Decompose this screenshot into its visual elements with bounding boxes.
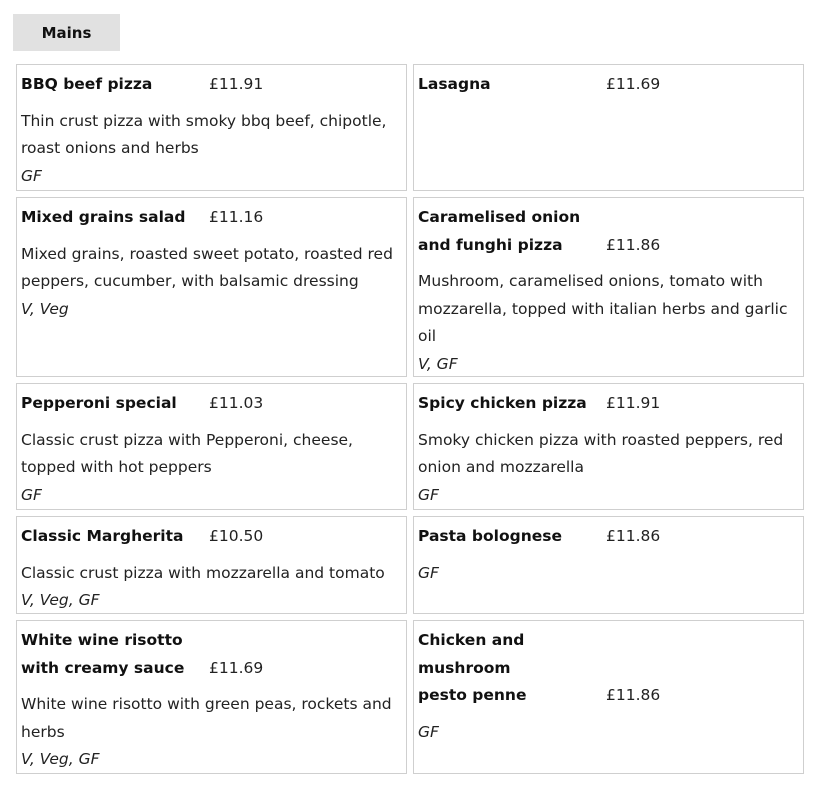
menu-item-name: Mixed grains salad [21, 208, 186, 226]
menu-item-card[interactable] [413, 64, 804, 191]
menu-item-description: Smoky chicken pizza with roasted peppers, red onion and mozzarella [418, 430, 784, 476]
menu-item-card[interactable] [16, 197, 407, 377]
menu-item-card[interactable] [16, 516, 407, 614]
menu-item-card[interactable] [16, 620, 407, 774]
menu-item-price: £11.86 [606, 527, 661, 545]
menu-item-price: £10.50 [209, 527, 264, 545]
menu-item-price: £11.16 [209, 208, 264, 226]
menu-item-dietary: GF [21, 166, 42, 185]
menu-item-dietary: GF [418, 485, 439, 504]
menu-item-dietary: V, Veg [21, 299, 69, 318]
menu-item-description: Classic crust pizza with Pepperoni, cheese, topped with hot peppers [21, 430, 353, 476]
menu-item-description: Thin crust pizza with smoky bbq beef, chipotle, roast onions and herbs [21, 111, 387, 157]
menu-item-description: Mushroom, caramelised onions, tomato with mozzarella, topped with italian herbs and garlic oil [418, 272, 788, 345]
menu-item-description: Mixed grains, roasted sweet potato, roasted red peppers, cucumber, with balsamic dressing [21, 244, 393, 290]
menu-item-dietary: V, Veg, GF [21, 750, 100, 768]
menu-item-card[interactable] [16, 64, 407, 191]
menu-item-price: £11.69 [606, 75, 661, 93]
menu-item-name: Lasagna [418, 75, 491, 93]
menu-item-dietary: GF [418, 563, 439, 582]
menu-item-price: £11.86 [606, 686, 661, 704]
menu-item-price: £11.91 [606, 394, 661, 412]
menu-item-price: £11.69 [209, 658, 264, 677]
menu-item-card[interactable] [413, 197, 804, 377]
menu-item-card[interactable] [413, 620, 804, 774]
menu-item-price: £11.03 [209, 394, 264, 412]
menu-item-dietary: V, Veg, GF [21, 591, 100, 609]
menu-item-description: White wine risotto with green peas, rockets and herbs [21, 695, 392, 741]
menu-item-name: Chicken and mushroom pesto penne [418, 631, 527, 704]
menu-item-card[interactable] [16, 383, 407, 510]
menu-item-name: Spicy chicken pizza [418, 394, 587, 412]
menu-item-name: Pasta bolognese [418, 527, 562, 545]
menu-item-price: £11.86 [606, 235, 661, 254]
menu-item-name: BBQ beef pizza [21, 75, 153, 93]
tab-mains[interactable]: Mains [13, 14, 120, 51]
menu-item-card[interactable] [413, 516, 804, 614]
menu-item-price: £11.91 [209, 75, 264, 93]
menu-item-name: Classic Margherita [21, 527, 184, 545]
menu-item-dietary: GF [418, 722, 439, 741]
menu-item-card[interactable] [413, 383, 804, 510]
menu-item-name: Caramelised onion and funghi pizza [418, 208, 581, 254]
menu-item-name: White wine risotto with creamy sauce [21, 631, 185, 677]
menu-item-dietary: GF [21, 485, 42, 504]
menu-item-name: Pepperoni special [21, 394, 177, 412]
menu-item-description: Classic crust pizza with mozzarella and tomato [21, 563, 385, 582]
menu-item-dietary: V, GF [418, 354, 458, 373]
